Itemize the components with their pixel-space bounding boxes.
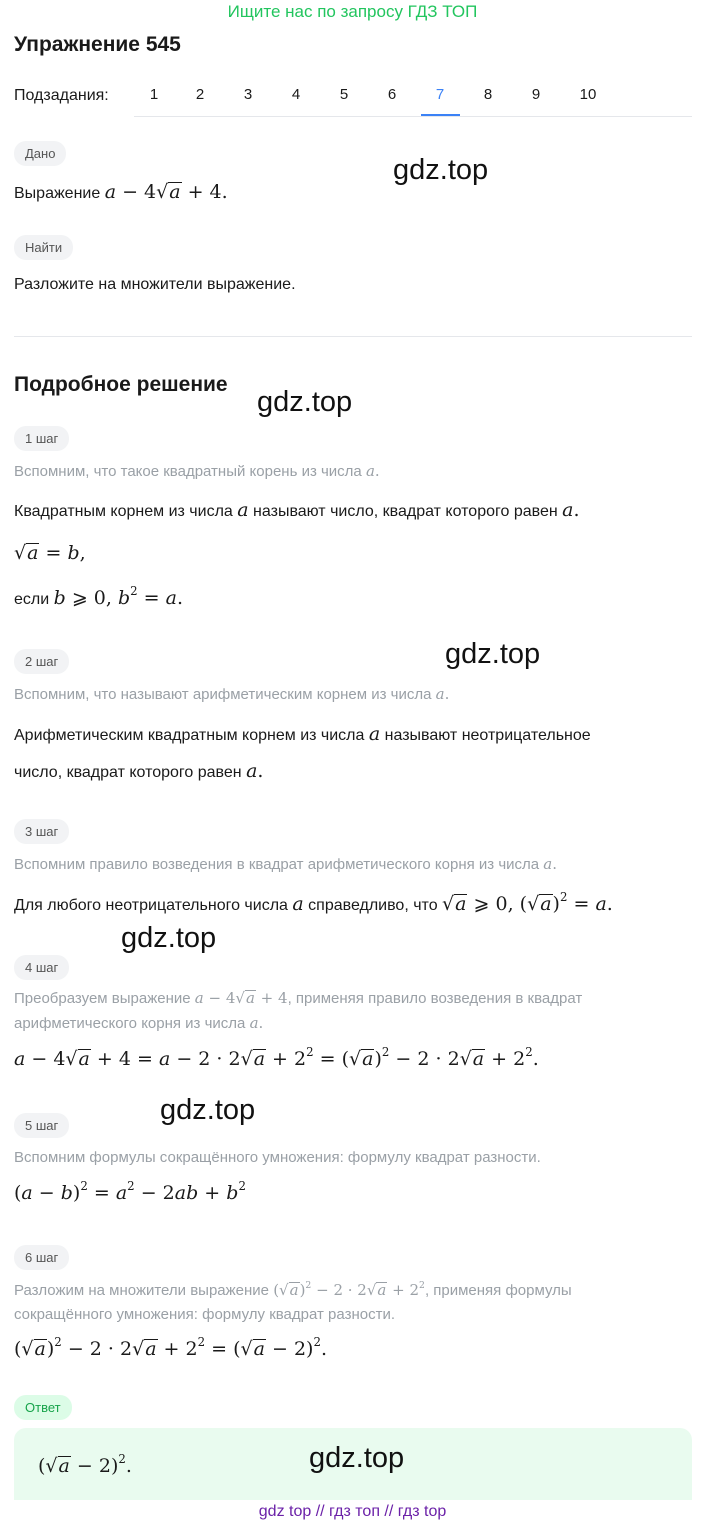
- step-5-hint: Вспомним формулы сокращённого умножения: формулу квадрат разности.: [14, 1149, 541, 1166]
- step-4-formula: $a - 4√a + 4 = a - 2 \cdot 2√a + 2^2 = (√a)^2 - 2 \cdot 2√a + 2^2$.: [14, 1045, 539, 1070]
- tab-10[interactable]: 10: [579, 86, 597, 103]
- top-banner[interactable]: Ищите нас по запросу ГДЗ ТОП: [227, 2, 478, 21]
- step-6-hint-a: Разложим на множители выражение: [14, 1282, 270, 1299]
- watermark: gdz.top: [309, 1442, 405, 1474]
- answer-pill: Ответ: [14, 1395, 72, 1420]
- step-4-hint-b: , применяя правило возведения в квадрат: [287, 990, 583, 1007]
- step-1-hint-text: Вспомним, что такое квадратный корень из числа: [14, 463, 362, 480]
- subtasks-label: Подзадания:: [14, 87, 109, 104]
- step-6-hint-b: , применяя формулы: [424, 1282, 572, 1299]
- step-4-pill: 4 шаг: [14, 955, 69, 980]
- watermark: gdz.top: [257, 386, 353, 418]
- section-divider: [14, 336, 692, 337]
- step-1-formula: √a = b,: [14, 542, 86, 564]
- tab-7[interactable]: 7: [435, 86, 445, 103]
- step-3-rule: Для любого неотрицательного числа a справедливо, что √a ⩾ 0, $(√a)^2 = a$.: [14, 890, 613, 915]
- step-5-formula: $(a - b)^2 = a^2 - 2ab + b^2$: [14, 1179, 246, 1204]
- step-4-hint-line2: арифметического корня из числа a.: [14, 1014, 264, 1032]
- step-4-hint-c: арифметического корня из числа: [14, 1015, 246, 1032]
- answer-expression: $(√a - 2)^2$.: [38, 1452, 132, 1477]
- given-prefix: Выражение: [14, 185, 101, 202]
- step-6-pill: 6 шаг: [14, 1245, 69, 1270]
- step-3-pill: 3 шаг: [14, 819, 69, 844]
- watermark: gdz.top: [160, 1094, 256, 1126]
- tab-1[interactable]: 1: [149, 86, 159, 103]
- step-2-hint: Вспомним, что называют арифметическим корнем из числа a.: [14, 685, 450, 703]
- step-6-hint-line2: сокращённого умножения: формулу квадрат разности.: [14, 1306, 395, 1323]
- step-3-text-b: справедливо, что: [308, 897, 438, 914]
- step-2-definition-line2: число, квадрат которого равен a.: [14, 760, 264, 782]
- step-2-hint-text: Вспомним, что называют арифметическим корнем из числа: [14, 686, 432, 703]
- step-1-condition: если b ⩾ 0, $b^2 = a$.: [14, 584, 184, 609]
- solution-title: Подробное решение: [14, 373, 228, 396]
- tab-6[interactable]: 6: [387, 86, 397, 103]
- step-6-formula: $(√a)^2 - 2 \cdot 2√a + 2^2 = (√a - 2)^2$.: [14, 1335, 328, 1360]
- step-1-definition: Квадратным корнем из числа a называют число, квадрат которого равен a.: [14, 499, 580, 521]
- step-1-hint: Вспомним, что такое квадратный корень из числа a.: [14, 462, 380, 480]
- tab-4[interactable]: 4: [291, 86, 301, 103]
- step-4-hint-line1: Преобразуем выражение a − 4√a + 4, применяя правило возведения в квадрат: [14, 989, 583, 1007]
- tab-9[interactable]: 9: [531, 86, 541, 103]
- find-text: Разложите на множители выражение.: [14, 276, 296, 293]
- given-pill: Дано: [14, 141, 66, 166]
- step-1-if-word: если: [14, 591, 50, 608]
- step-3-hint-text: Вспомним правило возведения в квадрат арифметического корня из числа: [14, 856, 540, 873]
- footer-links[interactable]: gdz top // гдз топ // гдз top: [258, 1503, 447, 1520]
- step-2-pill: 2 шаг: [14, 649, 69, 674]
- watermark: gdz.top: [393, 154, 489, 186]
- step-2-text-c: число, квадрат которого равен: [14, 764, 242, 781]
- subtask-tabs: [134, 80, 692, 117]
- find-pill: Найти: [14, 235, 73, 260]
- step-5-pill: 5 шаг: [14, 1113, 69, 1138]
- page-title: Упражнение 545: [14, 33, 181, 56]
- step-1-text-b: называют число, квадрат которого равен: [253, 503, 558, 520]
- step-1-text-a: Квадратным корнем из числа: [14, 503, 233, 520]
- tab-3[interactable]: 3: [243, 86, 253, 103]
- given-expression: a − 4√a + 4.: [104, 181, 228, 203]
- step-2-text-b: называют неотрицательное: [384, 727, 591, 744]
- step-6-hint-line1: Разложим на множители выражение $(√a)^2 - 2 \cdot 2√a + 2^2$, применяя формулы: [14, 1280, 572, 1299]
- active-tab-indicator: [421, 114, 460, 116]
- step-1-pill: 1 шаг: [14, 426, 69, 451]
- watermark: gdz.top: [445, 638, 541, 670]
- step-2-text-a: Арифметическим квадратным корнем из числа: [14, 727, 365, 744]
- step-3-hint: Вспомним правило возведения в квадрат арифметического корня из числа a.: [14, 855, 558, 873]
- step-4-hint-a: Преобразуем выражение: [14, 990, 191, 1007]
- step-2-definition-line1: Арифметическим квадратным корнем из числа a называют неотрицательное: [14, 723, 591, 745]
- tab-5[interactable]: 5: [339, 86, 349, 103]
- tab-8[interactable]: 8: [483, 86, 493, 103]
- watermark: gdz.top: [121, 922, 217, 954]
- step-3-text-a: Для любого неотрицательного числа: [14, 897, 288, 914]
- tab-2[interactable]: 2: [195, 86, 205, 103]
- given-text: [14, 181, 228, 203]
